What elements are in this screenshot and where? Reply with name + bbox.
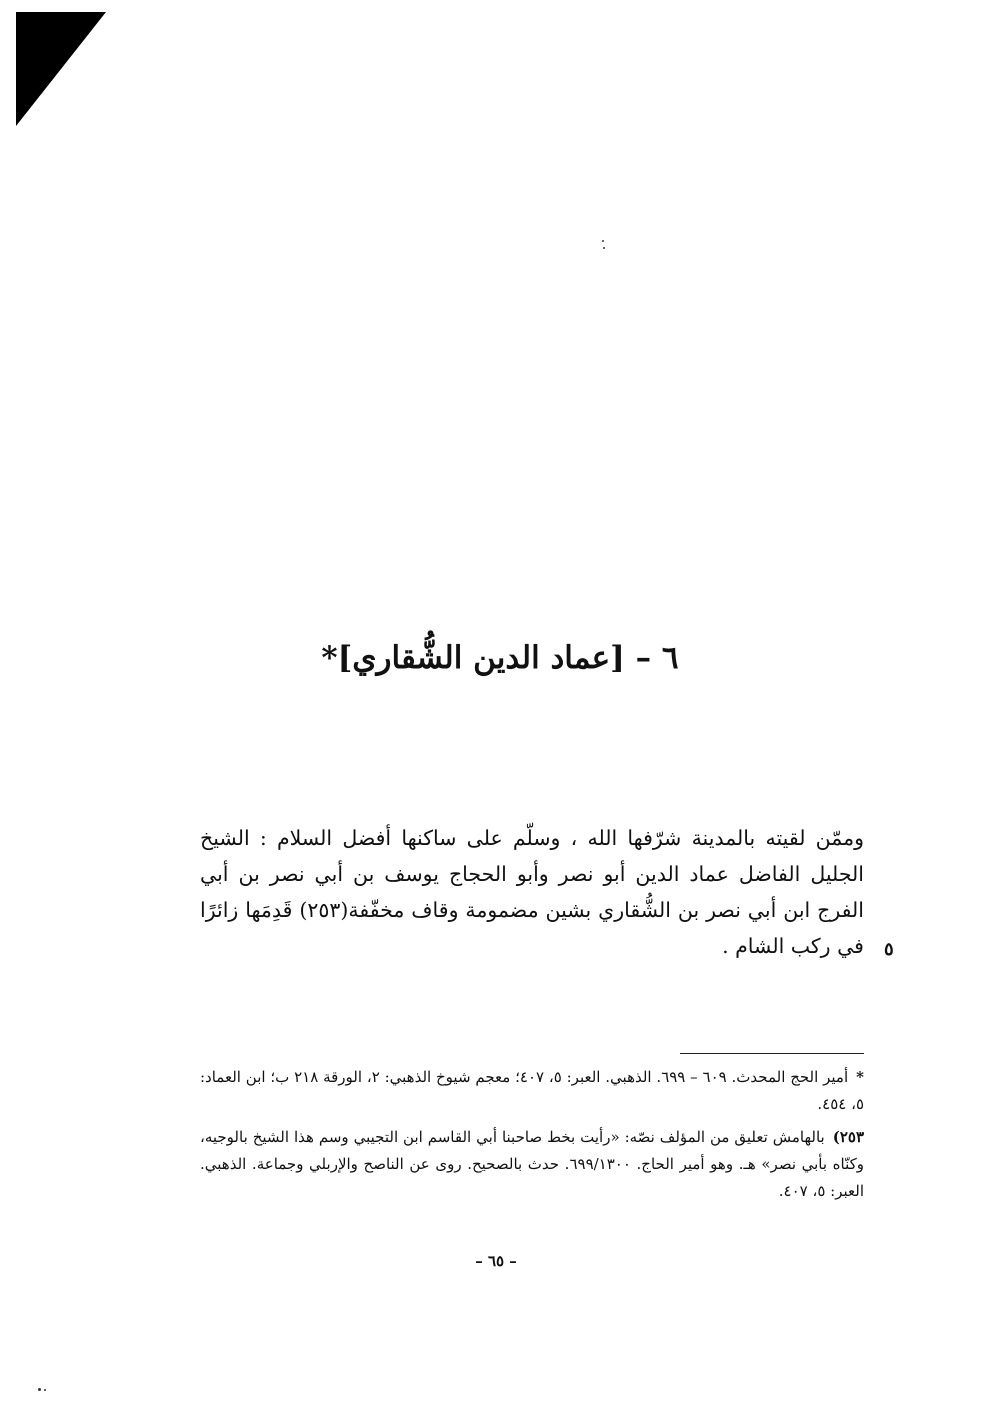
footnote-marker: *: [856, 1068, 864, 1086]
line-number: ٥: [884, 939, 894, 960]
footnote-text: أمير الحج المحدث. ٦٠٩ – ٦٩٩. الذهبي. العبر: ٥، ٤٠٧؛ معجم شيوخ الذهبي: ٢، الورقة ٢١٨ ب؛ ابن العماد: ٥، ٤٥٤.: [200, 1068, 864, 1113]
footnote-text: بالهامش تعليق من المؤلف نصّه: «رأيت بخط صاحبنا أبي القاسم ابن التجيبي وسم هذا الشيخ بالوجيه، وكنّاه بأبي نصر» هـ. وهو أمير الحاج. ٦٩٩/١٣٠٠. حدث بالصحيح. روى عن الناصح والإربلي وجماعة. الذهبي. العبر: ٥، ٤٠٧.: [200, 1128, 865, 1200]
scan-speck: [602, 240, 604, 242]
footnote-marker: ٢٥٣): [832, 1128, 864, 1146]
scan-corner-mark: [16, 12, 106, 126]
page-number: – ٦٥ –: [475, 1252, 517, 1270]
scan-speck: [603, 247, 605, 249]
footnote-separator: [680, 1053, 864, 1054]
scan-speck: [38, 1388, 41, 1391]
footnote: [200, 1124, 864, 1205]
footnote: [200, 1064, 864, 1118]
footnotes: [200, 1064, 864, 1211]
body-paragraph: وممّن لقيته بالمدينة شرّفها الله ، وسلّم على ساكنها أفضل السلام : الشيخ الجليل الفاضل عماد الدين أبو نصر وأبو الحجاج يوسف بن أبي نصر بن أبي الفرج ابن أبي نصر بن الشُّقاري بشين مضمومة وقاف مخفّفة(٢٥٣) قَدِمَها زائرًا في ركب الشام .: [200, 826, 864, 958]
scan-speck: [44, 1389, 46, 1391]
chapter-title: ٦ – [عماد الدين الشُّقاري]*: [321, 640, 679, 676]
